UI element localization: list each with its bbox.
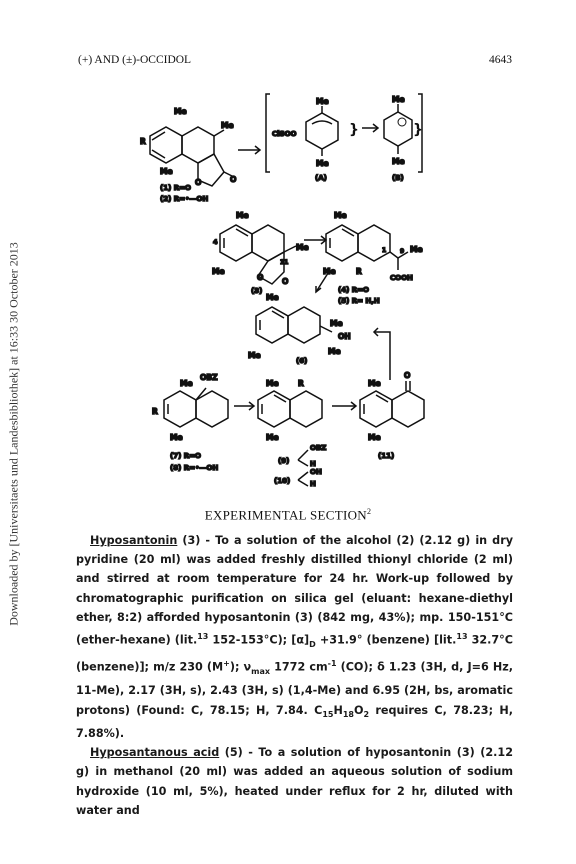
compound-name: Hyposantanous acid: [90, 746, 220, 760]
me-label: Me: [296, 243, 309, 252]
h-label: H: [310, 480, 316, 488]
compound-10-label: (10): [274, 477, 291, 485]
paragraph-text: 32.7°C (benzene)]; m/z 230 (M: [76, 633, 513, 674]
me-label: Me: [392, 95, 405, 104]
section-heading-ref: 2: [366, 507, 372, 516]
compound-5-label: (5) R= H,H: [338, 297, 380, 305]
compound-8-label: (8) R=•—OH: [170, 464, 219, 472]
me-label: Me: [266, 433, 279, 442]
svg-text:}: }: [349, 122, 359, 138]
paragraph-text: +31.9° (benzene) [lit.: [315, 633, 457, 647]
me-label: Me: [368, 433, 381, 442]
me-label: Me: [170, 433, 183, 442]
superscript: -1: [327, 659, 337, 669]
intermediate-b: [384, 104, 423, 154]
reaction-scheme-drawing: [120, 88, 460, 488]
oh-label: OH: [338, 332, 351, 341]
structure-1-2: [150, 127, 232, 186]
paragraph-text: 1772 cm: [270, 660, 328, 674]
running-title: (+) AND (±)-OCCIDOL: [78, 54, 192, 66]
section-heading: [0, 507, 576, 523]
reaction-scheme: [120, 88, 460, 488]
obz-label: OBZ: [310, 444, 327, 452]
o-label: O: [404, 371, 411, 380]
me-label: Me: [266, 379, 279, 388]
me-label: Me: [316, 97, 329, 106]
subscript: max: [251, 667, 271, 677]
me-label: Me: [212, 267, 225, 276]
position-1-label: 1: [382, 247, 387, 254]
structure-4-5: [326, 225, 408, 270]
o-label: O: [257, 273, 264, 282]
o-label: O: [282, 277, 289, 286]
compound-7-label: (7) R=O: [170, 452, 201, 460]
compound-11-label: (11): [378, 452, 395, 460]
me-label: Me: [334, 211, 347, 220]
running-header: [78, 54, 512, 70]
me-label: Me: [392, 157, 405, 166]
me-label: Me: [266, 293, 279, 302]
me-label: Me: [160, 167, 173, 176]
subscript: 2: [363, 709, 370, 719]
page-number: 4643: [489, 54, 512, 66]
paragraph-hyposantanous-acid: [76, 743, 513, 820]
me-label: Me: [180, 379, 193, 388]
paragraph-text: 152-153°C); [α]: [208, 633, 310, 647]
paragraph-text: O: [353, 703, 364, 717]
me-label: Me: [248, 351, 261, 360]
me-label: Me: [174, 107, 187, 116]
compound-6-label: (6): [296, 357, 308, 365]
r-label: R: [298, 379, 304, 388]
reaction-arrow: [374, 332, 390, 380]
r-label: R: [140, 137, 146, 146]
body-text: [76, 531, 513, 820]
subscript: D: [309, 639, 316, 649]
me-label: Me: [316, 159, 329, 168]
intermediate-a-label: (A): [315, 174, 327, 182]
paragraph-text: (3) - To a solution of the alcohol (2) (2.12 g) in dry pyridine (20 ml) was added freshly distilled thionyl chloride (2 ml) and stirred at room temperature for 24 hr. Work-up followed by chromatographic purification on silica gel (eluant: hexane-diethyl ether, 8:2) afforded hyposantonin (3) (842 mg, 43%); mp. 150-151°C (ether-hexane) (lit.: [76, 534, 513, 647]
paragraph-text: ); ν: [229, 660, 252, 674]
me-label: Me: [410, 245, 423, 254]
compound-9-label: (9): [278, 457, 290, 465]
position-11-label: 11: [280, 259, 289, 266]
download-watermark: [4, 8, 24, 860]
reference-marker: 13: [197, 632, 209, 642]
compound-3-label: (3): [251, 287, 263, 295]
me-label: Me: [323, 267, 336, 276]
paragraph-text: (5) - To a solution of hyposantonin (3) (2.12 g) in methanol (20 ml) was added an aqueous solution of sodium hydroxide (10 ml, 5%), heated under reflux for 2 hr, diluted with water and: [76, 746, 513, 817]
me-label: Me: [368, 379, 381, 388]
oh-label: OH: [310, 468, 322, 476]
o-label: O: [195, 178, 202, 187]
position-9-label: 9: [400, 248, 405, 255]
compound-1-label: (1) R=O: [160, 184, 191, 192]
r-label: R: [152, 407, 158, 416]
compound-name: Hyposantonin: [90, 534, 178, 547]
compound-4-label: (4) R=O: [338, 286, 369, 294]
h-label: H: [310, 460, 316, 468]
bracket-left: [266, 94, 270, 172]
paragraph-text: H: [333, 703, 343, 717]
paragraph-text: (CO); δ 1.23 (3H, d, J=6 Hz, 11-Me), 2.17 (3H, s), 2.43 (3H, s) (1,4-Me) and 6.95 (2H, bs, aromatic protons) (Found: C, 78.15; H, 7.84. C: [76, 660, 513, 717]
intermediate-b-label: (B): [392, 174, 404, 182]
me-label: Me: [330, 319, 343, 328]
section-heading-text: EXPERIMENTAL SECTION: [204, 507, 367, 523]
obz-label: OBZ: [200, 373, 218, 382]
cooh-label: COOH: [390, 274, 413, 282]
me-label: Me: [236, 211, 249, 220]
intermediate-a: [306, 106, 359, 156]
compound-2-label: (2) R=•—OH: [160, 195, 209, 203]
paragraph-text: requires C, 78.23; H, 7.88%).: [76, 703, 513, 740]
structure-6: [256, 307, 332, 343]
me-label: Me: [328, 347, 341, 356]
chlorosulfite-label: ClSOO: [272, 130, 297, 138]
r-label: R: [356, 267, 362, 276]
download-watermark-text: Downloaded by [Universitaets und Landesbibliothek] at 16:33 30 October 2013: [6, 242, 21, 626]
svg-text:}: }: [413, 122, 423, 138]
position-4-label: 4: [213, 238, 218, 246]
structure-7-8: [164, 388, 228, 427]
subscript: 15: [322, 709, 334, 719]
reference-marker: 13: [456, 632, 468, 642]
o-label: O: [230, 175, 237, 184]
subscript: 18: [342, 709, 354, 719]
me-label: Me: [221, 121, 234, 130]
paragraph-hyposantonin: [76, 531, 513, 743]
superscript: +: [223, 659, 230, 669]
